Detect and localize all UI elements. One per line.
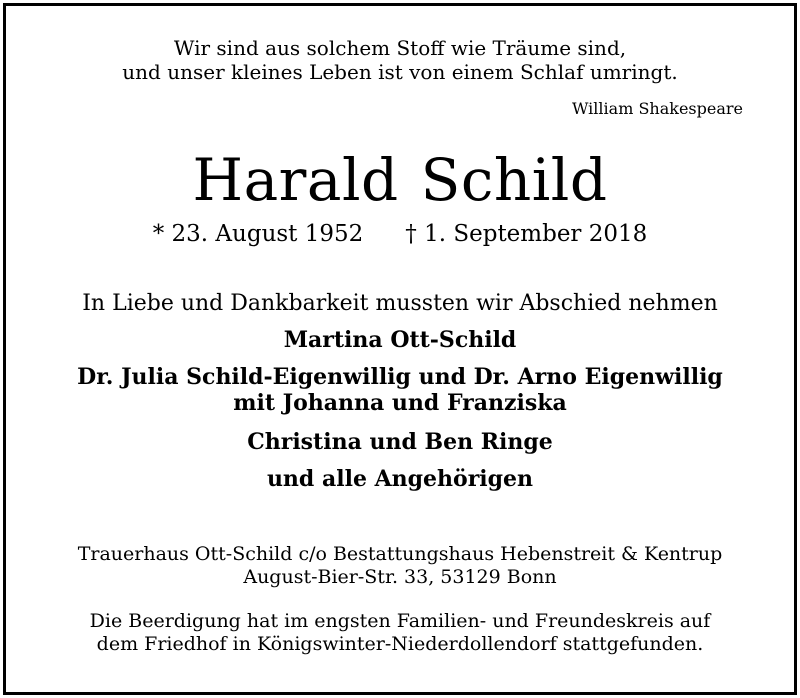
death-date: † 1. September 2018	[405, 221, 648, 247]
mourner-name: und alle Angehörigen	[266, 466, 534, 492]
mourner-name: Christina und Ben Ringe	[247, 429, 553, 455]
birth-date: * 23. August 1952	[152, 221, 364, 247]
mourner-name: Dr. Julia Schild-Eigenwillig und Dr. Arno Eigenwillig	[77, 364, 723, 390]
address-line-1: Trauerhaus Ott-Schild c/o Bestattungshaus Hebenstreit & Kentrup	[77, 543, 723, 565]
mourner-name-group	[0, 364, 800, 416]
life-dates	[0, 219, 800, 249]
quote	[0, 36, 800, 84]
deceased-name	[0, 148, 800, 212]
funeral-line-2: dem Friedhof in Königswinter-Niederdollendorf stattgefunden.	[96, 633, 704, 655]
first-name: Harald	[192, 146, 399, 214]
quote-line-2: und unser kleines Leben ist von einem Schlaf umringt.	[122, 60, 678, 84]
funeral-note	[0, 610, 800, 656]
mourner-name: Martina Ott-Schild	[283, 327, 517, 353]
farewell-intro: In Liebe und Dankbarkeit mussten wir Abschied nehmen	[82, 291, 718, 316]
quote-line-1: Wir sind aus solchem Stoff wie Träume sind,	[173, 36, 627, 60]
funeral-line-1: Die Beerdigung hat im engsten Familien- und Freundeskreis auf	[89, 610, 711, 632]
mourning-address	[0, 543, 800, 589]
quote-author: William Shakespeare	[572, 99, 743, 118]
mourner-name: mit Johanna und Franziska	[233, 390, 567, 416]
address-line-2: August-Bier-Str. 33, 53129 Bonn	[243, 566, 557, 588]
last-name: Schild	[420, 146, 608, 214]
